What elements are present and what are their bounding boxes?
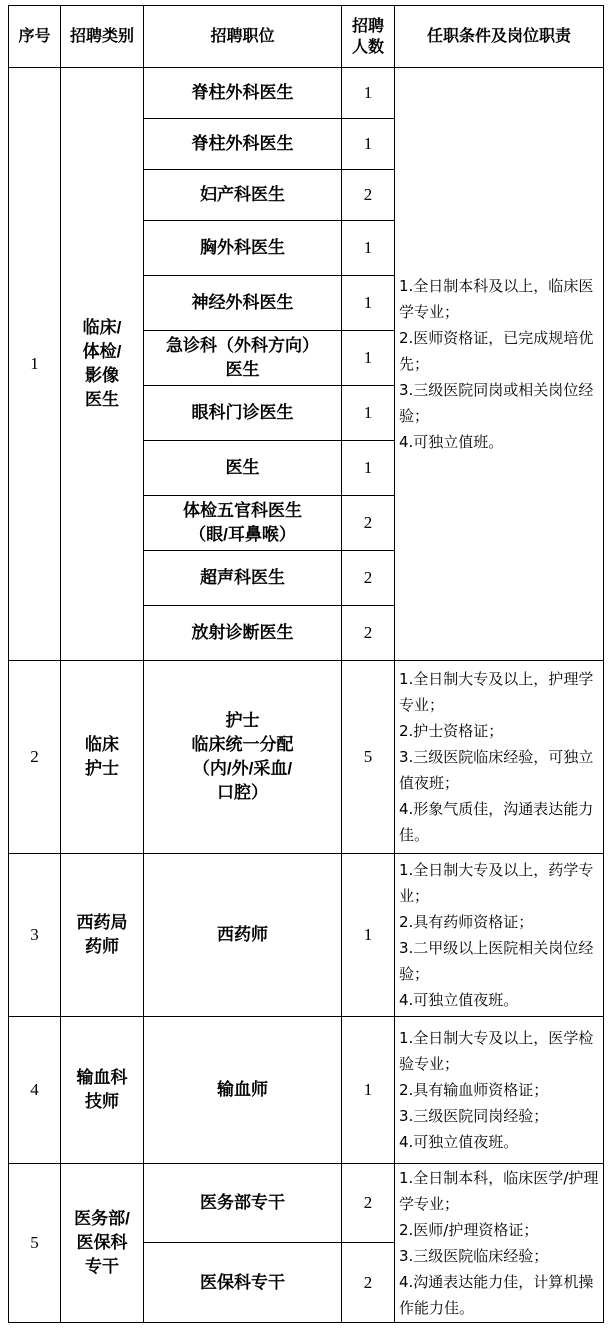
table-row	[9, 1017, 604, 1164]
position-name: 西药师	[144, 854, 342, 1017]
position-count: 1	[342, 119, 395, 170]
group-number: 5	[9, 1164, 61, 1323]
header-requirements: 任职条件及岗位职责	[395, 6, 604, 68]
group-category: 西药局 药师	[61, 854, 144, 1017]
position-count: 5	[342, 661, 395, 854]
group-category: 临床 护士	[61, 661, 144, 854]
group-requirements: 1.全日制大专及以上，药学专业； 2.具有药师资格证； 3.二甲级以上医院相关岗位经验； 4.可独立值夜班。	[395, 854, 604, 1017]
position-name: 医务部专干	[144, 1164, 342, 1243]
header-row	[9, 6, 604, 68]
position-count: 2	[342, 551, 395, 606]
table-row	[9, 1164, 604, 1243]
position-count: 2	[342, 1243, 395, 1323]
position-count: 2	[342, 606, 395, 661]
group-requirements: 1.全日制本科，临床医学/护理学专业； 2.医师/护理资格证； 3.三级医院临床经验； 4.沟通表达能力佳，计算机操作能力佳。	[395, 1164, 604, 1323]
table-row	[9, 854, 604, 1017]
group-number: 3	[9, 854, 61, 1017]
group-number: 4	[9, 1017, 61, 1164]
group-requirements: 1.全日制大专及以上，护理学专业； 2.护士资格证； 3.三级医院临床经验，可独立值夜班； 4.形象气质佳，沟通表达能力佳。	[395, 661, 604, 854]
position-count: 1	[342, 441, 395, 496]
position-name: 脊柱外科医生	[144, 68, 342, 119]
position-name: 胸外科医生	[144, 221, 342, 276]
position-name: 妇产科医生	[144, 170, 342, 221]
position-name: 医生	[144, 441, 342, 496]
position-count: 1	[342, 386, 395, 441]
position-name: 急诊科（外科方向） 医生	[144, 331, 342, 386]
header-no: 序号	[9, 6, 61, 68]
position-name: 眼科门诊医生	[144, 386, 342, 441]
group-number: 2	[9, 661, 61, 854]
header-category: 招聘类别	[61, 6, 144, 68]
group-number: 1	[9, 68, 61, 661]
recruitment-table	[8, 5, 604, 1323]
position-name: 放射诊断医生	[144, 606, 342, 661]
position-count: 1	[342, 1017, 395, 1164]
position-name: 医保科专干	[144, 1243, 342, 1323]
position-name: 护士 临床统一分配 （内/外/采血/ 口腔）	[144, 661, 342, 854]
position-count: 1	[342, 276, 395, 331]
header-count: 招聘 人数	[342, 6, 395, 68]
position-count: 2	[342, 1164, 395, 1243]
position-count: 1	[342, 331, 395, 386]
position-name: 脊柱外科医生	[144, 119, 342, 170]
group-requirements: 1.全日制本科及以上，临床医学专业； 2.医师资格证，已完成规培优先； 3.三级医院同岗或相关岗位经验； 4.可独立值班。	[395, 68, 604, 661]
header-position: 招聘职位	[144, 6, 342, 68]
position-name: 超声科医生	[144, 551, 342, 606]
position-count: 2	[342, 170, 395, 221]
group-category: 医务部/ 医保科 专干	[61, 1164, 144, 1323]
position-count: 2	[342, 496, 395, 551]
position-name: 神经外科医生	[144, 276, 342, 331]
position-count: 1	[342, 221, 395, 276]
position-name: 体检五官科医生 （眼/耳鼻喉）	[144, 496, 342, 551]
table-row	[9, 68, 604, 119]
group-category: 输血科 技师	[61, 1017, 144, 1164]
position-count: 1	[342, 68, 395, 119]
table-row	[9, 661, 604, 854]
group-requirements: 1.全日制大专及以上，医学检验专业； 2.具有输血师资格证； 3.三级医院同岗经验； 4.可独立值夜班。	[395, 1017, 604, 1164]
position-count: 1	[342, 854, 395, 1017]
position-name: 输血师	[144, 1017, 342, 1164]
group-category: 临床/ 体检/ 影像 医生	[61, 68, 144, 661]
